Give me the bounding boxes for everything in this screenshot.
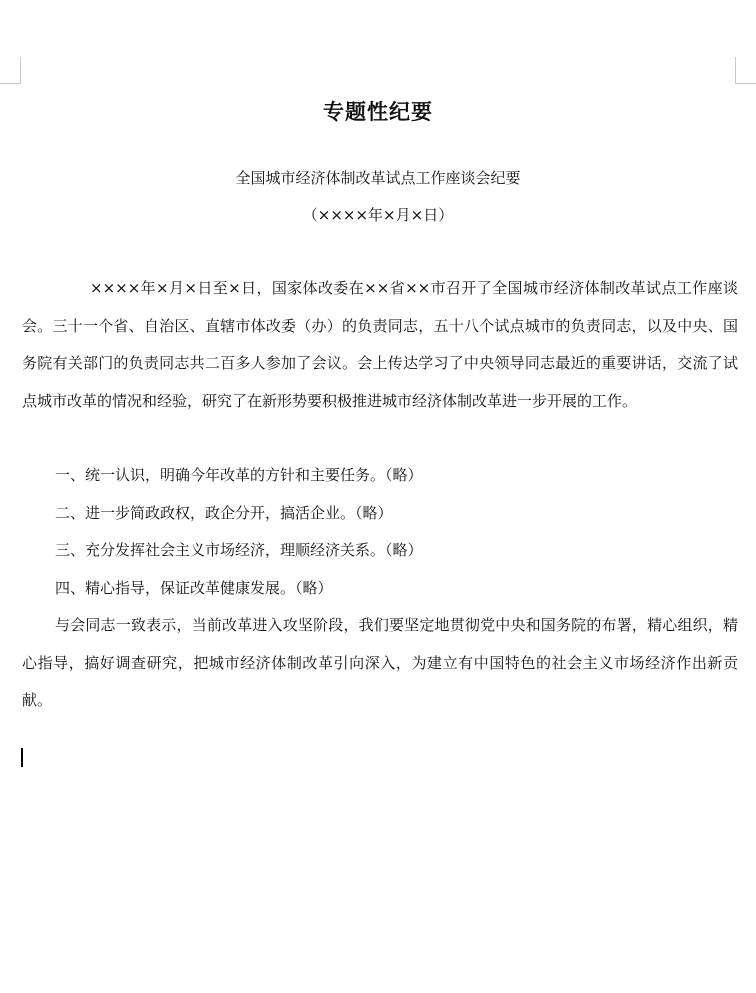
list-item[interactable]: 一、统一认识，明确今年改革的方针和主要任务。（略）: [55, 466, 423, 484]
list-item[interactable]: 四、精心指导，保证改革健康发展。（略）: [55, 579, 333, 597]
closing-paragraph[interactable]: 与会同志一致表示，当前改革进入攻坚阶段，我们要坚定地贯彻党中央和国务院的布署，精心组织，精心指导，搞好调查研究，把城市经济体制改革引向深入，为建立有中国特色的社会主义市场经济作出新贡献。: [22, 616, 738, 709]
list-item[interactable]: 三、充分发挥社会主义市场经济，理顺经济关系。（略）: [55, 541, 423, 559]
document-subtitle[interactable]: 全国城市经济体制改革试点工作座谈会纪要: [235, 169, 521, 187]
top-left-margin-mark: [0, 57, 21, 84]
document-date[interactable]: （××××年×月×日）: [302, 206, 454, 224]
text-cursor: [21, 748, 23, 767]
intro-paragraph[interactable]: ××××年×月×日至×日，国家体改委在××省××市召开了全国城市经济体制改革试点工作座谈会。三十一个省、自治区、直辖市体改委（办）的负责同志，五十八个试点城市的负责同志，以及中央、国务院有关部门的负责同志共二百多人参加了会议。会上传达学习了中央领导同志最近的重要讲话，交流了试点城市改革的情况和经验，研究了在新形势要积极推进城市经济体制改革进一步开展的工作。: [22, 279, 738, 410]
document-title[interactable]: 专题性纪要: [323, 99, 433, 124]
top-right-margin-mark: [735, 57, 756, 84]
list-item[interactable]: 二、进一步简政政权，政企分开，搞活企业。（略）: [55, 504, 393, 522]
